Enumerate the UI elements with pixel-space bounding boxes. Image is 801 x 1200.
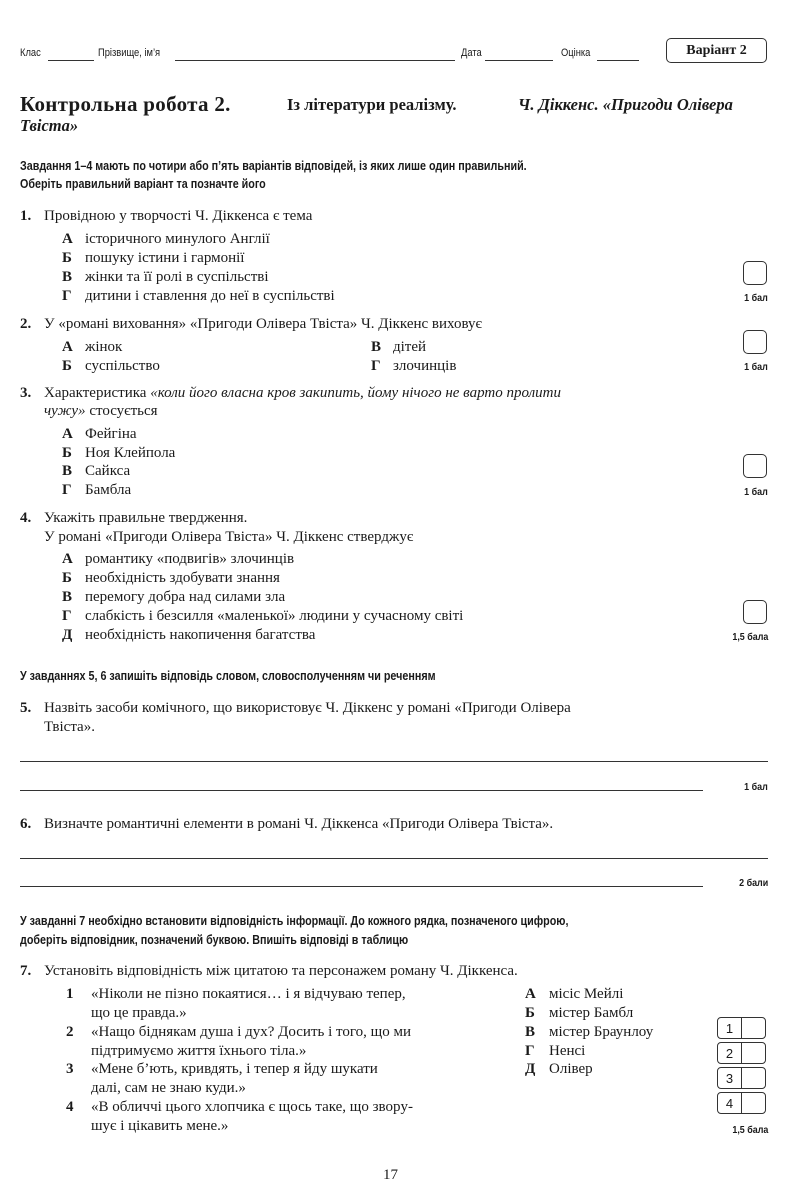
q4-option-text[interactable]: необхідність здобувати знання [85,570,280,586]
test-subtitle: Із літератури реалізму. [287,95,457,114]
q4-option-letter: А [62,551,73,567]
q7-character-letter: В [525,1024,536,1040]
q4-option-text[interactable]: романтику «подвигів» злочинців [85,551,295,567]
q7-grid-row [717,1042,767,1064]
q3-text-suffix: стосується [85,403,158,419]
q4-option-letter: Г [62,608,72,624]
q3-text-cont [44,403,158,420]
q3-text [44,385,561,402]
q7-character-name: місіс Мейлі [549,986,624,1002]
q7-grid-number: 1 [717,1017,742,1039]
q7-text: Установіть відповідність між цитатою та персонажем роману Ч. Діккенса. [44,963,518,979]
q7-character-letter: А [525,986,536,1002]
instruction-match-line1: У завданні 7 необхідно встановити відповідність інформації. До кожного рядка, позначеного цифрою, [20,914,569,928]
q4-text-line2: У романі «Пригоди Олівера Твіста» Ч. Діккенс стверджує [44,529,414,545]
q3-answer-box[interactable] [743,454,767,478]
date-label: Дата [461,47,482,59]
q7-grid-answer-cell[interactable] [741,1017,766,1039]
q5-number: 5. [20,700,32,716]
q4-option-letter: Д [62,627,73,643]
q1-option-text[interactable]: історичного минулого Англії [85,231,270,247]
q1-option-text[interactable]: дитини і ставлення до неї в суспільстві [85,288,335,304]
q7-quote-number: 2 [66,1024,74,1040]
q7-grid-row [717,1092,767,1114]
q1-text: Провідною у творчості Ч. Діккенса є тема [44,208,313,224]
page-number: 17 [383,1167,398,1183]
q1-option-letter: Г [62,288,72,304]
class-field[interactable] [48,60,94,61]
q1-option-text[interactable]: жінки та її ролі в суспільстві [85,269,269,285]
instruction-mc-line1: Завдання 1–4 мають по чотири або п’ять варіантів відповідей, із яких лише один правильний. [20,159,527,173]
instruction-match-line2: доберіть відповідник, позначений буквою. Впишіть відповіді в таблицю [20,933,409,947]
q7-quote-line: далі, сам не знаю куди.» [91,1080,246,1096]
name-label: Прізвище, ім’я [98,47,161,59]
q2-option-letter: Б [62,358,72,374]
q2-number: 2. [20,316,32,332]
name-field[interactable] [175,60,455,61]
q3-quote-line2: чужу» [44,403,86,419]
q5-text-line2: Твіста». [44,719,95,735]
q7-score: 1,5 бала [731,1124,768,1136]
q7-character-name: Олівер [549,1061,593,1077]
q1-number: 1. [20,208,32,224]
q7-quote-line: «Ніколи не пізно покаятися… і я відчуваю тепер, [91,986,406,1002]
author-work-line1: Ч. Діккенс. «Пригоди Олівера [518,95,733,114]
q7-quote-number: 3 [66,1061,74,1077]
grade-label: Оцінка [561,47,591,59]
q7-character-name: Ненсі [549,1043,586,1059]
q7-character-letter: Г [525,1043,535,1059]
q1-option-letter: Б [62,250,72,266]
class-label: Клас [20,47,41,59]
q7-character-name: містер Бамбл [549,1005,634,1021]
q4-option-text[interactable]: необхідність накопичення багатства [85,627,316,643]
q7-grid-answer-cell[interactable] [741,1092,766,1114]
q4-answer-box[interactable] [743,600,767,624]
q2-option-text[interactable]: суспільство [85,358,160,374]
q7-character-name: містер Браунлоу [549,1024,654,1040]
q3-option-letter: Г [62,482,72,498]
q3-option-letter: Б [62,445,72,461]
q3-option-text[interactable]: Сайкса [85,463,131,479]
q6-answer-line[interactable] [20,858,768,859]
q7-quote-number: 4 [66,1099,74,1115]
q5-answer-line[interactable] [20,790,703,791]
q7-quote-line: що це правда.» [91,1005,187,1021]
q6-score: 2 бали [738,877,768,889]
test-title: Контрольна робота 2. [20,92,231,116]
q6-number: 6. [20,816,32,832]
q2-text: У «романі виховання» «Пригоди Олівера Твіста» Ч. Діккенс виховує [44,316,482,332]
q1-option-letter: А [62,231,73,247]
q4-number: 4. [20,510,32,526]
q4-score: 1,5 бала [731,631,768,643]
q7-quote-line: підтримуємо життя їхнього тіла.» [91,1043,307,1059]
q7-character-letter: Д [525,1061,536,1077]
q3-option-letter: А [62,426,73,442]
q2-score: 1 бал [744,361,768,373]
q7-quote-line: «Нащо біднякам душа і дух? Досить і того, що ми [91,1024,411,1040]
q5-score: 1 бал [744,781,768,793]
q7-quote-line: шує і цікавить мене.» [91,1118,229,1134]
q3-option-text[interactable]: Фейгіна [85,426,137,442]
q1-option-text[interactable]: пошуку істини і гармонії [85,250,245,266]
q7-number: 7. [20,963,32,979]
q3-number: 3. [20,385,32,401]
grade-field[interactable] [597,60,639,61]
q4-option-letter: В [62,589,73,605]
q4-option-text[interactable]: слабкість і безсилля «маленької» людини у сучасному світі [85,608,464,624]
author-work-line2: Твіста» [20,116,79,135]
q7-grid-row [717,1017,767,1039]
q2-option-letter: А [62,339,73,355]
q6-text: Визначте романтичні елементи в романі Ч. Діккенса «Пригоди Олівера Твіста». [44,816,554,832]
q7-grid-number: 2 [717,1042,742,1064]
q6-answer-line[interactable] [20,886,703,887]
q3-text-prefix: Характеристика [44,385,151,401]
q2-option-text[interactable]: жінок [85,339,123,355]
instruction-open: У завданнях 5, 6 запишіть відповідь словом, словосполученням чи реченням [20,669,436,683]
q2-answer-box[interactable] [743,330,767,354]
q1-option-letter: В [62,269,73,285]
q3-score: 1 бал [744,486,768,498]
q5-answer-line[interactable] [20,761,768,762]
q7-grid-answer-cell[interactable] [741,1067,766,1089]
q1-answer-box[interactable] [743,261,767,285]
q2-option-text[interactable]: дітей [393,339,427,355]
q7-grid-number: 4 [717,1092,742,1114]
q3-option-text[interactable]: Бамбла [85,482,132,498]
variant-badge: Варіант 2 [666,38,767,63]
q3-option-text[interactable]: Ноя Клейпола [85,445,176,461]
q5-text-line1: Назвіть засоби комічного, що використовує Ч. Діккенс у романі «Пригоди Олівера [44,700,571,716]
q7-quote-line: «Мене б’ють, кривдять, і тепер я йду шукати [91,1061,378,1077]
q7-character-letter: Б [525,1005,535,1021]
q7-quote-number: 1 [66,986,74,1002]
q7-grid-answer-cell[interactable] [741,1042,766,1064]
q7-grid-row [717,1067,767,1089]
q3-quote-line1: «коли його власна кров закипить, йому нічого не варто пролити [150,385,561,401]
q2-option-text[interactable]: злочинців [393,358,457,374]
q3-option-letter: В [62,463,73,479]
date-field[interactable] [485,60,553,61]
instruction-mc-line2: Оберіть правильний варіант та позначте його [20,177,266,191]
q4-option-letter: Б [62,570,72,586]
q7-quote-line: «В обличчі цього хлопчика є щось таке, що зворy- [91,1099,414,1115]
q2-option-letter: Г [371,358,381,374]
q4-text-line1: Укажіть правильне твердження. [44,510,248,526]
q4-option-text[interactable]: перемогу добра над силами зла [85,589,286,605]
q2-option-letter: В [371,339,382,355]
q1-score: 1 бал [744,292,768,304]
q7-grid-number: 3 [717,1067,742,1089]
